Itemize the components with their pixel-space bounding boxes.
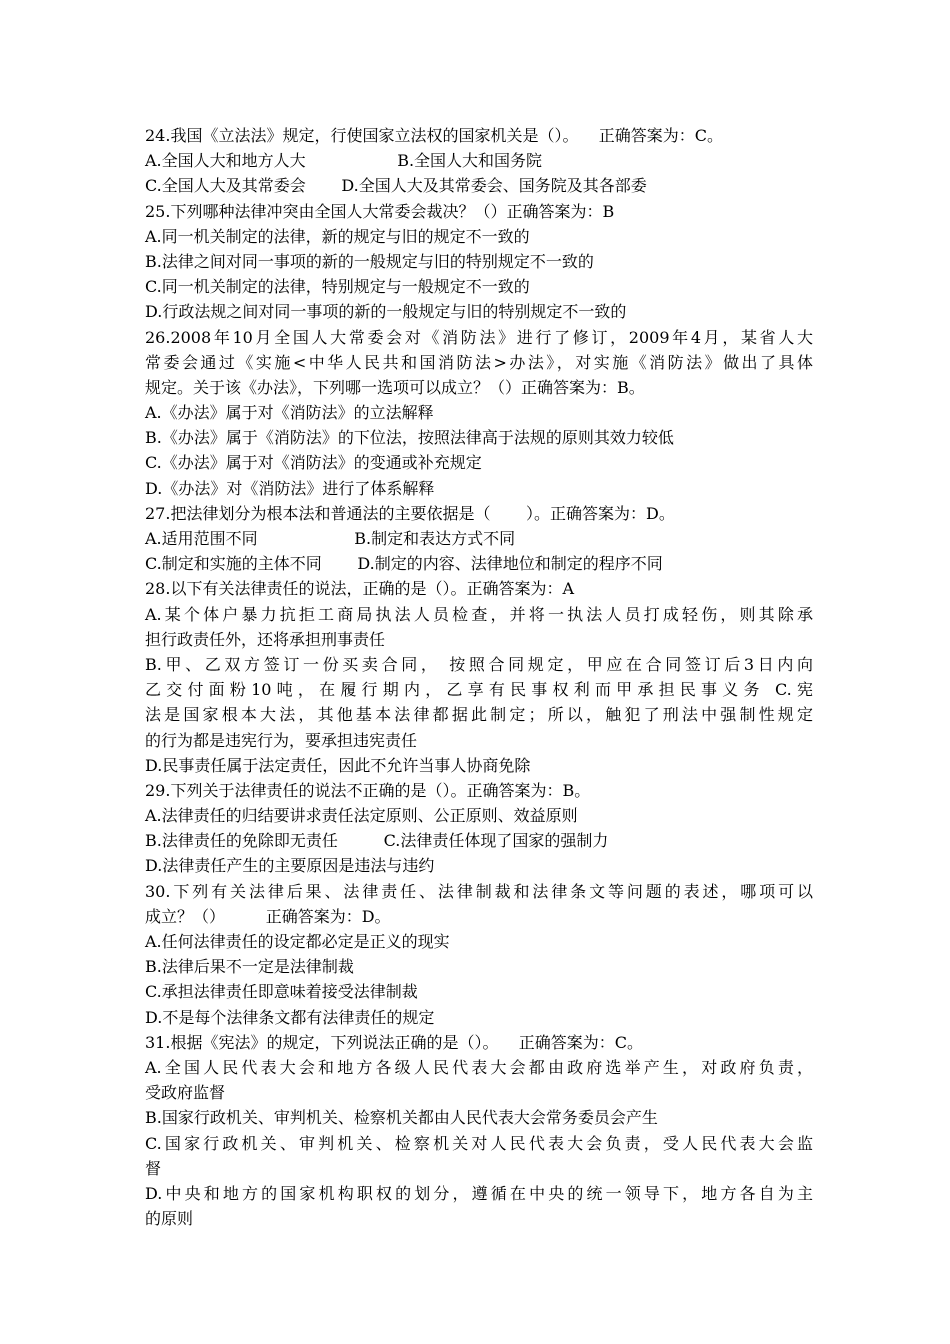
text-line: 28.以下有关法律责任的说法，正确的是（）。正确答案为：A bbox=[145, 579, 575, 599]
text-line: C.同一机关制定的法律，特别规定与一般规定不一致的 bbox=[145, 277, 530, 297]
text-line: 的行为都是违宪行为，要承担违宪责任 bbox=[145, 730, 418, 750]
text-line: C.制定和实施的主体不同 D.制定的内容、法律地位和制定的程序不同 bbox=[145, 554, 663, 574]
text-line: D.《办法》对《消防法》进行了体系解释 bbox=[145, 478, 435, 498]
text-line: D.不是每个法律条文都有法律责任的规定 bbox=[145, 1007, 435, 1027]
text-line: 24.我国《立法法》规定，行使国家立法权的国家机关是（）。 正确答案为：C。 bbox=[145, 126, 724, 145]
text-line: A.某个体户暴力抗拒工商局执法人员检查，并将一执法人员打成轻伤，则其除承 bbox=[145, 604, 813, 624]
text-line: C.《办法》属于对《消防法》的变通或补充规定 bbox=[145, 453, 482, 473]
text-line: 常委会通过《实施<中华人民共和国消防法>办法》，对实施《消防法》做出了具体 bbox=[145, 352, 813, 372]
text-line: D.行政法规之间对同一事项的新的一般规定与旧的特别规定不一致的 bbox=[145, 302, 627, 322]
text-line: A.任何法律责任的设定都必定是正义的现实 bbox=[145, 932, 450, 951]
text-line: A.《办法》属于对《消防法》的立法解释 bbox=[145, 403, 434, 423]
text-line: C.全国人大及其常委会 D.全国人大及其常委会、国务院及其各部委 bbox=[145, 176, 647, 196]
text-line: A.全国人大和地方人大 B.全国人大和国务院 bbox=[145, 151, 543, 171]
text-line: A.同一机关制定的法律，新的规定与旧的规定不一致的 bbox=[145, 226, 530, 246]
text-line: 担行政责任外，还将承担刑事责任 bbox=[145, 629, 386, 649]
text-line: C.国家行政机关、审判机关、检察机关对人民代表大会负责，受人民代表大会监 bbox=[145, 1133, 813, 1153]
text-line: 25.下列哪种法律冲突由全国人大常委会裁决？（）正确答案为：B bbox=[145, 201, 615, 221]
text-line: D.民事责任属于法定责任，因此不允许当事人协商免除 bbox=[145, 755, 531, 775]
text-line: D.中央和地方的国家机构职权的划分，遵循在中央的统一领导下，地方各自为主 bbox=[145, 1183, 813, 1203]
document-page bbox=[145, 123, 813, 1231]
text-line: A.法律责任的归结要讲求责任法定原则、公正原则、效益原则 bbox=[145, 806, 578, 826]
text-line: 的原则 bbox=[145, 1209, 194, 1229]
text-line: B.法律责任的免除即无责任 C.法律责任体现了国家的强制力 bbox=[145, 831, 609, 851]
text-line: 法是国家根本大法，其他基本法律都据此制定；所以，触犯了刑法中强制性规定 bbox=[145, 705, 813, 725]
text-line: 29.下列关于法律责任的说法不正确的是（）。正确答案为：B。 bbox=[145, 780, 591, 800]
text-line: A.适用范围不同 B.制定和表达方式不同 bbox=[145, 529, 516, 548]
text-line: 受政府监督 bbox=[145, 1083, 226, 1103]
text-line: B.甲、乙双方签订一份买卖合同， 按照合同规定，甲应在合同签订后3日内向 bbox=[145, 654, 813, 674]
text-line: 乙交付面粉10吨，在履行期内，乙享有民事权利而甲承担民事义务 C.宪 bbox=[145, 680, 813, 700]
text-line: B.国家行政机关、审判机关、检察机关都由人民代表大会常务委员会产生 bbox=[145, 1108, 658, 1128]
text-line: 规定。关于该《办法》，下列哪一选项可以成立？（）正确答案为：B。 bbox=[145, 377, 645, 397]
text-line: 27.把法律划分为根本法和普通法的主要依据是（ ）。正确答案为：D。 bbox=[145, 503, 675, 523]
text-line: B.《办法》属于《消防法》的下位法，按照法律高于法规的原则其效力较低 bbox=[145, 428, 674, 448]
text-line: 26.2008年10月全国人大常委会对《消防法》进行了修订，2009年4月，某省人大 bbox=[145, 327, 813, 347]
text-line: 30.下列有关法律后果、法律责任、法律制裁和法律条文等问题的表述，哪项可以 bbox=[145, 881, 813, 901]
text-line: A.全国人民代表大会和地方各级人民代表大会都由政府选举产生，对政府负责， bbox=[145, 1057, 813, 1077]
text-line: 31.根据《宪法》的规定，下列说法正确的是（）。 正确答案为：C。 bbox=[145, 1032, 644, 1052]
text-line: B.法律之间对同一事项的新的一般规定与旧的特别规定不一致的 bbox=[145, 251, 594, 271]
text-line: 督 bbox=[145, 1158, 162, 1178]
text-line: C.承担法律责任即意味着接受法律制裁 bbox=[145, 982, 418, 1002]
text-line: D.法律责任产生的主要原因是违法与违约 bbox=[145, 856, 435, 876]
text-line: 成立？（） 正确答案为：D。 bbox=[145, 906, 391, 926]
text-line: B.法律后果不一定是法律制裁 bbox=[145, 957, 354, 977]
